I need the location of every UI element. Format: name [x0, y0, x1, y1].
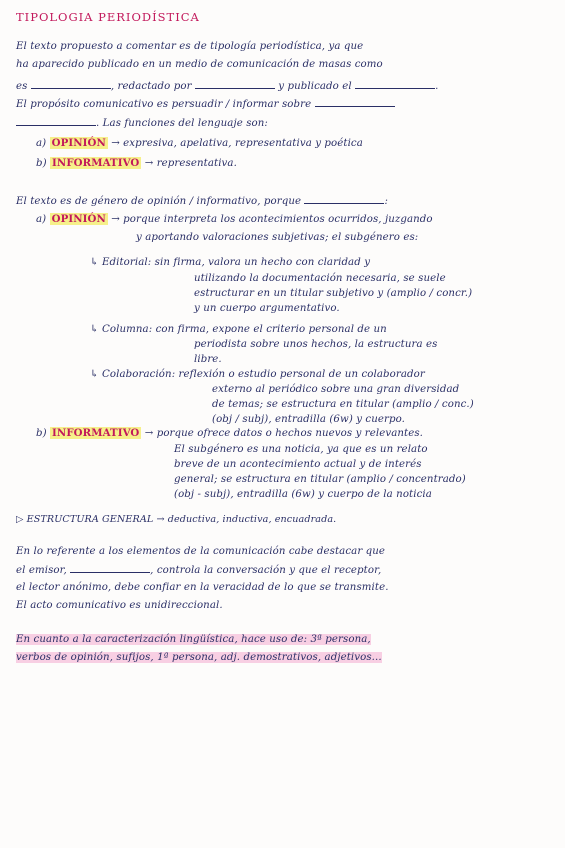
colab-line-2: externo al periódico sobre una gran diversidad: [212, 384, 460, 395]
opinion-key: OPINIÓN: [51, 213, 106, 225]
blank-topic-cont: [16, 116, 96, 126]
blank-emisor: [70, 563, 150, 573]
blank-date: [355, 79, 435, 89]
elements-line-2-b: , controla la conversación y que el receptor,: [150, 565, 382, 576]
informativo-text-1: → porque ofrece datos o hechos nuevos y relevantes.: [144, 428, 424, 439]
informativo-line-2: El subgénero es una noticia, ya que es un relato: [174, 444, 428, 455]
function-b-label: b): [36, 158, 47, 169]
intro-line-1: El texto propuesto a comentar es de tipología periodística, ya que: [16, 41, 364, 52]
informativo-line-5: (obj - subj), entradilla (6w) y cuerpo de la noticia: [174, 489, 432, 500]
colab-line-1: ↳ Colaboración: reflexión o estudio personal de un colaborador: [90, 369, 425, 380]
elements-line-2: [16, 563, 381, 577]
function-b-key: INFORMATIVO: [52, 157, 140, 169]
informativo-line-3: breve de un acontecimiento actual y de interés: [174, 459, 422, 470]
linguistic-line-2: [16, 651, 382, 664]
intro-line-4: [16, 97, 395, 111]
editorial-line-1: ↳ Editorial: sin firma, valora un hecho con claridad y: [90, 257, 371, 268]
informativo-label: b): [36, 428, 47, 439]
function-b-text: → representativa.: [144, 158, 237, 169]
blank-medium: [31, 79, 111, 89]
blank-genre: [304, 194, 384, 204]
intro-line-3-c: y publicado el: [278, 81, 352, 92]
opinion-line-1: [36, 213, 433, 226]
genre-intro-text: El texto es de género de opinión / informativo, porque: [16, 196, 302, 207]
estructura-general: ▷ ESTRUCTURA GENERAL → deductiva, inductiva, encuadrada.: [16, 514, 337, 525]
intro-line-4-a: El propósito comunicativo es persuadir / informar sobre: [16, 99, 312, 110]
linguistic-text-1: En cuanto a la caracterización lingüística, hace uso de: 3ª persona,: [16, 634, 371, 645]
editorial-line-2: utilizando la documentación necesaria, se suele: [194, 273, 446, 284]
editorial-line-4: y un cuerpo argumentativo.: [194, 303, 340, 314]
opinion-text-1: → porque interpreta los acontecimientos ocurridos, juzgando: [111, 214, 433, 225]
linguistic-text-2: verbos de opinión, sufijos, 1ª persona, adj. demostrativos, adjetivos...: [16, 652, 382, 663]
genre-intro: El texto es de género de opinión / informativo, porque :: [16, 196, 389, 207]
intro-line-5-a: . Las funciones del lenguaje son:: [96, 118, 268, 129]
elements-line-2-a: el emisor,: [16, 565, 67, 576]
opinion-label: a): [36, 214, 47, 225]
elements-line-3: el lector anónimo, debe confiar en la veracidad de lo que se transmite.: [16, 582, 389, 593]
function-a-text: → expresiva, apelativa, representativa y poética: [111, 138, 363, 149]
function-a-key: OPINIÓN: [51, 137, 106, 149]
informativo-line-1: [36, 427, 423, 440]
elements-line-1: En lo referente a los elementos de la comunicación cabe destacar que: [16, 546, 386, 557]
colab-line-4: (obj / subj), entradilla (6w) y cuerpo.: [212, 414, 406, 425]
intro-line-5: [16, 116, 268, 130]
columna-line-3: libre.: [194, 354, 222, 365]
opinion-line-2: y aportando valoraciones subjetivas; el subgénero es:: [136, 232, 419, 243]
intro-line-3: es , redactado por y publicado el .: [16, 81, 439, 92]
blank-author: [195, 79, 275, 89]
function-b: [36, 157, 237, 170]
editorial-line-3: estructurar en un titular subjetivo y (amplio / concr.): [194, 288, 473, 299]
columna-line-1: ↳ Columna: con firma, expone el criterio personal de un: [90, 324, 387, 335]
linguistic-line-1: [16, 633, 371, 646]
intro-line-2: ha aparecido publicado en un medio de comunicación de masas como: [16, 59, 383, 70]
informativo-line-4: general; se estructura en titular (amplio / concentrado): [174, 474, 466, 485]
intro-line-3-b: , redactado por: [110, 81, 192, 92]
function-a-label: a): [36, 138, 47, 149]
function-a: [36, 137, 363, 150]
elements-line-4: El acto comunicativo es unidireccional.: [16, 600, 223, 611]
blank-topic: [315, 97, 395, 107]
intro-line-3-a: es: [16, 81, 28, 92]
informativo-key: INFORMATIVO: [52, 427, 140, 439]
page-title: TIPOLOGIA PERIODÍSTICA: [16, 10, 200, 24]
columna-line-2: periodista sobre unos hechos, la estructura es: [194, 339, 438, 350]
colab-line-3: de temas; se estructura en titular (amplio / conc.): [212, 399, 474, 410]
